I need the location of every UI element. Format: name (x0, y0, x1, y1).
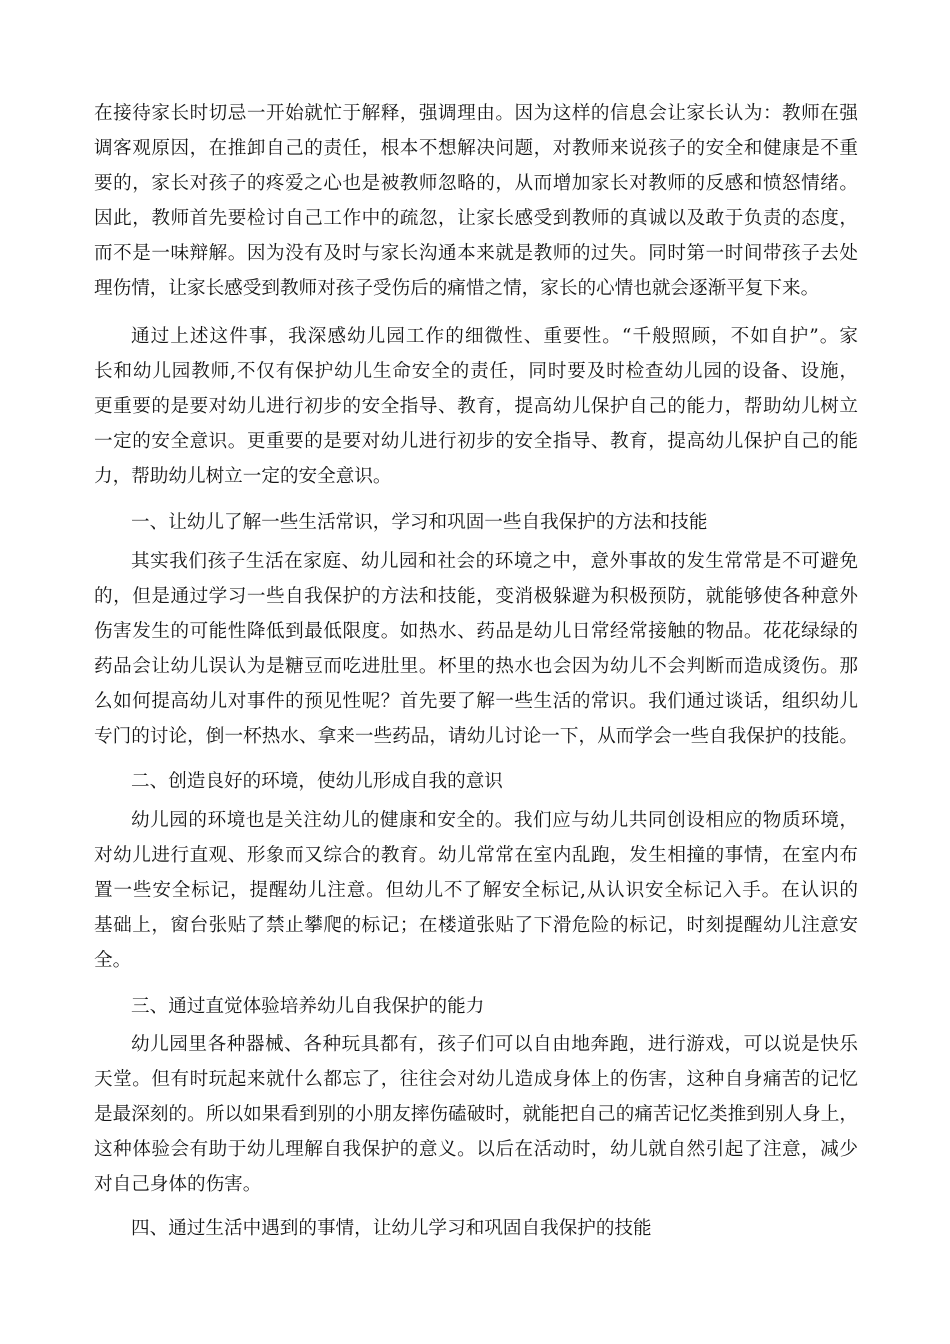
text-line: 理伤情，让家长感受到教师对孩子受伤后的痛惜之情，家长的心情也就会逐渐平复下来。 (94, 278, 820, 299)
text-line: 的，但是通过学习一些自我保护的方法和技能，变消极躲避为积极预防，就能够使各种意外 (94, 586, 858, 607)
text-line: 这种体验会有助于幼儿理解自我保护的意义。以后在活动时，幼儿就自然引起了注意，减少 (94, 1139, 858, 1160)
text-line: 力，帮助幼儿树立一定的安全意识。 (94, 466, 392, 487)
text-line: 置一些安全标记，提醒幼儿注意。但幼儿不了解安全标记,从认识安全标记入手。在认识的 (94, 880, 858, 901)
text-line: 因此，教师首先要检讨自己工作中的疏忽，让家长感受到教师的真诚以及敢于负责的态度， (94, 208, 858, 229)
paragraph-first-line: 幼儿园的环境也是关注幼儿的健康和安全的。我们应与幼儿共同创设相应的物质环境， (131, 810, 858, 831)
text-line: 调客观原因，在推卸自己的责任，根本不想解决问题，对教师来说孩子的安全和健康是不重 (94, 138, 858, 159)
paragraph-first-line: 其实我们孩子生活在家庭、幼儿园和社会的环境之中，意外事故的发生常常是不可避免 (131, 551, 858, 572)
text-line: 长和幼儿园教师,不仅有保护幼儿生命安全的责任，同时要及时检查幼儿园的设备、设施， (94, 361, 858, 382)
section-heading-2: 二、创造良好的环境，使幼儿形成自我的意识 (131, 771, 503, 792)
text-line: 全。 (94, 950, 132, 971)
text-line: 在接待家长时切忌一开始就忙于解释，强调理由。因为这样的信息会让家长认为：教师在强 (94, 103, 858, 124)
section-heading-3: 三、通过直觉体验培养幼儿自我保护的能力 (131, 996, 485, 1017)
text-line: 药品会让幼儿误认为是糖豆而吃进肚里。杯里的热水也会因为幼儿不会判断而造成烫伤。那 (94, 656, 858, 677)
text-line: 对幼儿进行直观、形象而又综合的教育。幼儿常常在室内乱跑，发生相撞的事情，在室内布 (94, 845, 858, 866)
section-heading-1: 一、让幼儿了解一些生活常识，学习和巩固一些自我保护的方法和技能 (131, 512, 708, 533)
text-line: 更重要的是要对幼儿进行初步的安全指导、教育，提高幼儿保护自己的能力，帮助幼儿树立 (94, 396, 858, 417)
text-line: 基础上，窗台张贴了禁止攀爬的标记；在楼道张贴了下滑危险的标记，时刻提醒幼儿注意安 (94, 915, 858, 936)
paragraph-first-line: 通过上述这件事，我深感幼儿园工作的细微性、重要性。“千般照顾，不如自护”。家 (131, 326, 858, 347)
text-line: 是最深刻的。所以如果看到别的小朋友摔伤磕破时，就能把自己的痛苦记忆类推到别人身上， (94, 1104, 858, 1125)
paragraph-first-line: 幼儿园里各种器械、各种玩具都有，孩子们可以自由地奔跑，进行游戏，可以说是快乐 (131, 1034, 858, 1055)
text-line: 一定的安全意识。更重要的是要对幼儿进行初步的安全指导、教育，提高幼儿保护自己的能 (94, 431, 858, 452)
section-heading-4: 四、通过生活中遇到的事情，让幼儿学习和巩固自我保护的技能 (131, 1218, 652, 1239)
text-line: 专门的讨论，倒一杯热水、拿来一些药品，请幼儿讨论一下，从而学会一些自我保护的技能。 (94, 726, 858, 747)
text-line: 伤害发生的可能性降低到最低限度。如热水、药品是幼儿日常经常接触的物品。花花绿绿的 (94, 621, 858, 642)
text-line: 而不是一味辩解。因为没有及时与家长沟通本来就是教师的过失。同时第一时间带孩子去处 (94, 243, 858, 264)
text-line: 天堂。但有时玩起来就什么都忘了，往往会对幼儿造成身体上的伤害，这种自身痛苦的记忆 (94, 1069, 858, 1090)
text-line: 对自己身体的伤害。 (94, 1174, 262, 1195)
text-line: 要的，家长对孩子的疼爱之心也是被教师忽略的，从而增加家长对教师的反感和愤怒情绪。 (94, 173, 858, 194)
text-line: 么如何提高幼儿对事件的预见性呢？首先要了解一些生活的常识。我们通过谈话，组织幼儿 (94, 691, 858, 712)
